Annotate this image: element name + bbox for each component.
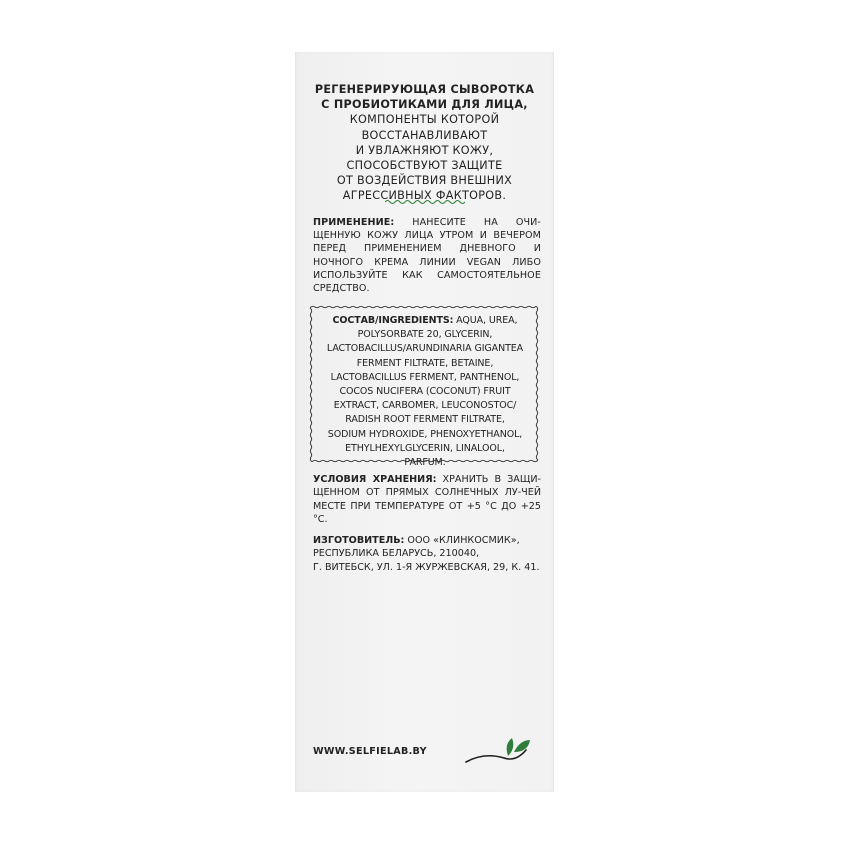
ingredients-label: СОСТАВ/INGREDIENTS:	[332, 315, 454, 326]
ingredients-line: ETHYLHEXYLGLYCERIN, LINALOOL,	[345, 442, 505, 454]
storage-label: УСЛОВИЯ ХРАНЕНИЯ:	[313, 474, 437, 485]
maker-label: ИЗГОТОВИТЕЛЬ:	[313, 535, 405, 546]
ingredients-line: AQUA, UREA,	[453, 315, 518, 326]
storage-conditions	[313, 473, 541, 527]
maker-line: РЕСПУБЛИКА БЕЛАРУСЬ, 210040,	[313, 548, 480, 560]
usage-label: ПРИМЕНЕНИЕ:	[313, 217, 395, 228]
maker-line: Г. ВИТЕБСК, УЛ. 1-Я ЖУРЖЕВСКАЯ, 29, К. 41.	[313, 561, 540, 573]
ingredients-line: POLYSORBATE 20, GLYCERIN,	[357, 329, 493, 341]
usage-text: НАНЕСИТЕ НА ОЧИ-ЩЕННУЮ КОЖУ ЛИЦА УТРОМ И ВЕЧЕРОМ ПЕРЕД ПРИМЕНЕНИЕМ ДНЕВНОГО И НОЧНОГО КРЕМА ЛИНИИ VEGAN ЛИБО ИСПОЛЬЗУЙТЕ КАК САМОСТОЯТЕЛЬНОЕ СРЕДСТВО.	[313, 217, 541, 295]
ingredients-line: SODIUM HYDROXIDE, PHENOXYETHANOL,	[327, 428, 523, 440]
ingredients-line: COCOS NUCIFERA (COCONUT) FRUIT	[339, 386, 511, 398]
website-url: WWW.SELFIELAB.BY	[313, 746, 427, 757]
wave-divider	[385, 198, 465, 206]
intro-line-bold: РЕГЕНЕРИРУЮЩАЯ СЫВОРОТКА	[314, 83, 535, 96]
intro-line: ВОССТАНАВЛИВАЮТ	[361, 128, 488, 142]
ingredients-line: FERMENT FILTRATE, BETAINE,	[356, 357, 494, 369]
manufacturer-info	[313, 534, 549, 574]
storage-text: ХРАНИТЬ В ЗАЩИ-ЩЕННОМ ОТ ПРЯМЫХ СОЛНЕЧНЫХ ЛУ-ЧЕЙ МЕСТЕ ПРИ ТЕМПЕРАТУРЕ ОТ +5 °С ДО +25 °С.	[313, 474, 541, 526]
product-description	[296, 82, 553, 204]
packaging-back-panel	[295, 52, 554, 792]
ingredients-list	[312, 314, 538, 470]
ingredients-line: RADISH ROOT FERMENT FILTRATE,	[345, 414, 505, 426]
intro-line: СПОСОБСТВУЮТ ЗАЩИТЕ	[346, 159, 503, 173]
maker-line: ООО «КЛИНКОСМИК»,	[404, 535, 520, 546]
intro-line: КОМПОНЕНТЫ КОТОРОЙ	[349, 113, 500, 127]
ingredients-first-line	[312, 314, 538, 328]
usage-instructions	[313, 216, 541, 295]
ingredients-line: LACTOBACILLUS FERMENT, PANTHENOL,	[330, 371, 520, 383]
intro-line: АГРЕССИВНЫХ ФАКТОРОВ.	[342, 189, 507, 203]
maker-first-line	[313, 534, 549, 547]
ingredients-line: LACTOBACILLUS/ARUNDINARIA GIGANTEA	[326, 343, 524, 355]
leaf-logo-icon	[464, 732, 534, 766]
ingredients-line: PARFUM.	[404, 457, 446, 469]
intro-line: И УВЛАЖНЯЮТ КОЖУ,	[355, 143, 494, 157]
ingredients-line: EXTRACT, CARBOMER, LEUCONOSTOC/	[333, 400, 517, 412]
intro-line: ОТ ВОЗДЕЙСТВИЯ ВНЕШНИХ	[336, 174, 513, 188]
intro-line-bold: С ПРОБИОТИКАМИ ДЛЯ ЛИЦА,	[321, 98, 528, 112]
